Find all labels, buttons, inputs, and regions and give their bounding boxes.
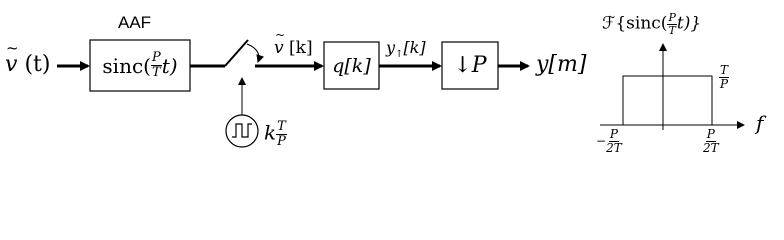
sampled-signal-label: v ~ [k] [274,28,313,58]
downsampler-label: ↓P [453,53,487,78]
input-signal-label: v ~ (t) [5,39,51,77]
sampler-switch [225,40,248,66]
spectrum-right-tick-label: $\frac{P}{2T}$ [703,127,719,155]
clock-label: k $\frac{T}{P}$ [264,119,286,149]
aaf-label: AAF [118,13,152,32]
spectrum-rect [623,76,712,125]
input-signal-arg: (t) [24,52,51,77]
spectrum-height-label: $\frac{T}{P}$ [719,63,729,91]
spectrum-axis-label: f [756,111,764,135]
input-signal-base: v [5,52,18,77]
output-signal-label: y[m] [536,52,587,77]
upsampled-signal-label: $y_↑[k]$ [386,38,426,61]
switch-arc [247,44,259,62]
aaf-function: sinc( $\frac{P}{T}$ t) [102,50,178,80]
quantizer-label: q[k] [332,54,371,77]
spectrum-left-tick-label: − $\frac{P}{2T}$ [596,127,622,155]
spectrum-title: ℱ{sinc( $\frac{P}{T}$ t)} [602,11,702,37]
